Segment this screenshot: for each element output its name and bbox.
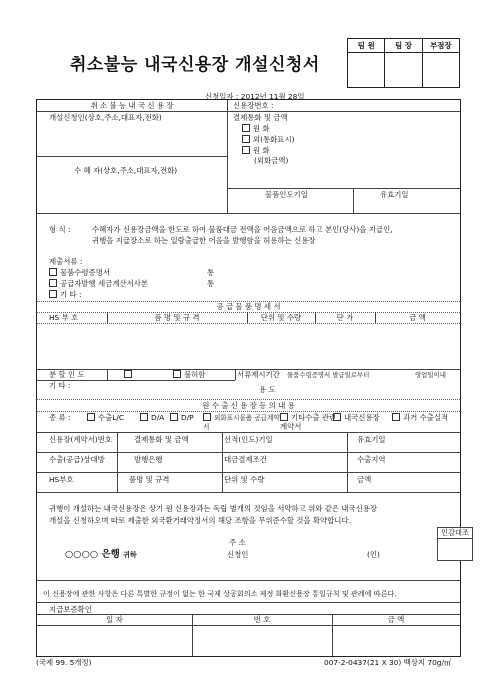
document-presentation-period-label: 서류제시기간 [237, 370, 280, 379]
goods-col-hs-code: HS 부 호 [49, 313, 79, 322]
orig-issuing-bank-label: 발행은행 [134, 455, 163, 464]
kind-dp[interactable]: D/P [170, 413, 194, 423]
orig-currency-amount-label: 결제통화 및 금액 [134, 435, 189, 444]
currency-option-krw-2[interactable]: 원 화 [242, 146, 270, 156]
lc-number-label: 신용장번호 : [233, 101, 274, 110]
document-unit: 통 [207, 279, 215, 288]
original-lc-section-title: 원 수 출 신 용 장 등 의 내 용 [202, 401, 295, 410]
orig-name-spec-label: 품명 및 규격 [129, 475, 170, 484]
guarantee-col-amount: 금 액 [387, 615, 405, 624]
applicant-sign-label: 신청인 [227, 550, 249, 559]
orig-amount-label: 금액 [357, 475, 372, 484]
checkbox[interactable] [392, 413, 400, 421]
form-title: 취소불능 내국신용장 개설신청서 [70, 55, 320, 75]
foreign-amount-note: (외화금액) [254, 156, 289, 165]
rules-statement: 이 신용장에 관한 사항은 다른 특별한 규정이 없는 한 국제 상공회의소 제정 화환신용장 통일규칙 및 관례에 따른다. [43, 589, 397, 598]
checkbox[interactable] [242, 135, 250, 143]
business-days-label: 영업일이내 [415, 371, 446, 379]
checkbox[interactable] [170, 413, 178, 421]
orig-hs-code-label: HS부호 [49, 475, 74, 484]
delivery-deadline-label: 물품인도기일 [265, 190, 308, 199]
orig-lc-number-label: 신용장(계약서)번호 [49, 435, 112, 444]
guarantee-col-number: 번 호 [253, 615, 271, 624]
expiry-date-label: 유효기일 [380, 190, 409, 199]
kind-export-lc[interactable]: 수출L/C [87, 413, 124, 423]
document-tax-invoice-copy[interactable]: 공급자발행 세금계산서사본 [49, 279, 148, 289]
approval-branch-head-sign-cell[interactable] [423, 53, 459, 88]
bank-name: ○○○○ 은행 귀하 [65, 549, 137, 560]
format-label: 형 식 : [49, 225, 71, 234]
approval-team-lead-header: 팀 장 [385, 39, 422, 52]
goods-col-amount: 금 액 [409, 313, 426, 322]
checkbox[interactable] [49, 290, 57, 298]
checkbox[interactable] [203, 413, 211, 421]
approval-staff-header: 팀 원 [348, 39, 385, 52]
kind-past-export-record[interactable]: 과거 수출실적 [392, 413, 448, 423]
currency-option-krw[interactable]: 원 화 [242, 124, 270, 134]
seal-comparison-label: 인감대조 [438, 528, 472, 539]
currency-amount-label: 결제통화 및 금액 [233, 113, 288, 122]
checkbox[interactable] [173, 370, 181, 378]
approval-branch-head-header: 부점장 [429, 41, 452, 50]
orig-shipment-date-label: 선적(인도)기일 [224, 435, 273, 444]
lc-type-label: 취 소 불 능 내 국 신 용 장 [90, 101, 174, 110]
kind-foreign-supply-contract[interactable]: 외화표시물품 공급계약서 [203, 414, 280, 431]
pledge-line1: 귀행이 개설하는 내국신용장은 상기 원 신용장과는 독립 별개의 것임을 서약하고 위와 같은 내국신용장 [49, 504, 378, 513]
original-kind-label: 종 류 : [49, 413, 71, 422]
orig-export-counterparty-label: 수출(공급)상대방 [49, 455, 105, 464]
checkbox[interactable] [49, 268, 57, 276]
other-label: 기 타 : [49, 381, 71, 390]
document-other[interactable]: 기 타 : [49, 290, 81, 300]
checkbox[interactable] [124, 370, 132, 378]
partial-delivery-allowed-option[interactable] [124, 370, 135, 380]
address-label: 주 소 [229, 538, 246, 547]
format-text-line1: 수혜자가 신용장금액을 한도로 하여 물품대금 전액을 어음금액으로 하고 본인(당사)을 지급인, [92, 225, 393, 234]
goods-col-name-spec: 품 명 및 규 격 [154, 313, 200, 322]
applicant-seal-mark: (인) [367, 550, 380, 559]
checkbox[interactable] [140, 413, 148, 421]
checkbox[interactable] [280, 413, 288, 421]
guarantee-title: 지급보증확인 [49, 605, 92, 614]
approval-box [347, 38, 460, 88]
orig-export-region-label: 수출지역 [357, 455, 386, 464]
footer-form-code: 007-2-0437(21 X 30) 백상지 70g/㎡ [324, 658, 452, 667]
usage-label: 용 도 [259, 385, 276, 394]
checkbox[interactable] [87, 413, 95, 421]
kind-other-export-contract[interactable]: 기타수출 관련계약서 [280, 413, 337, 431]
checkbox[interactable] [49, 279, 57, 287]
orig-expiry-label: 유효기일 [357, 435, 386, 444]
document-unit: 통 [207, 268, 215, 277]
pledge-line2: 개설을 신청하오며 따로 제출한 외국환거래약정서의 해당 조항을 무위준수할 것을 확약합니다. [49, 516, 351, 525]
document-receipt-certificate[interactable]: 물품수령증명서 [49, 268, 110, 278]
orig-payment-terms-label: 대금결제조건 [224, 455, 267, 464]
beneficiary-label: 수 혜 자(상호,주소,대표자,전화) [74, 166, 178, 175]
footer-revision: (국제 99. 5개정) [36, 658, 92, 667]
guarantee-col-date: 일 자 [106, 615, 123, 624]
goods-col-unit-price: 단 가 [336, 313, 354, 322]
document-presentation-period-text: 물품수령증명서 발급일로부터 [287, 371, 370, 379]
documents-title: 제출서류 : [49, 257, 83, 266]
checkbox[interactable] [333, 413, 341, 421]
partial-delivery-label: 분 할 인 도 [49, 370, 85, 379]
application-form [36, 99, 461, 657]
goods-col-unit-qty: 단위 및 수량 [260, 313, 302, 322]
applicant-label: 개설신청인(상호,주소,대표자,전화) [49, 113, 162, 122]
format-text-line2: 귀행을 지급장소로 하는 일람출급한 어음을 발행함을 허용하는 신용장 [92, 236, 316, 245]
application-date: 신청일자 : 2012년 11월 28일 [205, 92, 305, 101]
kind-domestic-lc[interactable]: 내국신용장 [333, 413, 380, 423]
kind-da[interactable]: D/A [140, 413, 164, 423]
partial-delivery-denied-option[interactable]: 불허함 [173, 370, 205, 380]
goods-section-title: 공 급 물 품 명 세 서 [216, 302, 281, 311]
seal-comparison-box[interactable] [437, 527, 473, 561]
approval-staff-sign-cell[interactable] [348, 53, 385, 88]
checkbox[interactable] [242, 146, 250, 154]
approval-team-lead-sign-cell[interactable] [385, 53, 422, 88]
orig-unit-qty-label: 단위 및 수량 [224, 475, 265, 484]
checkbox[interactable] [242, 124, 250, 132]
currency-option-foreign[interactable]: 외(통화표시) [242, 135, 294, 145]
